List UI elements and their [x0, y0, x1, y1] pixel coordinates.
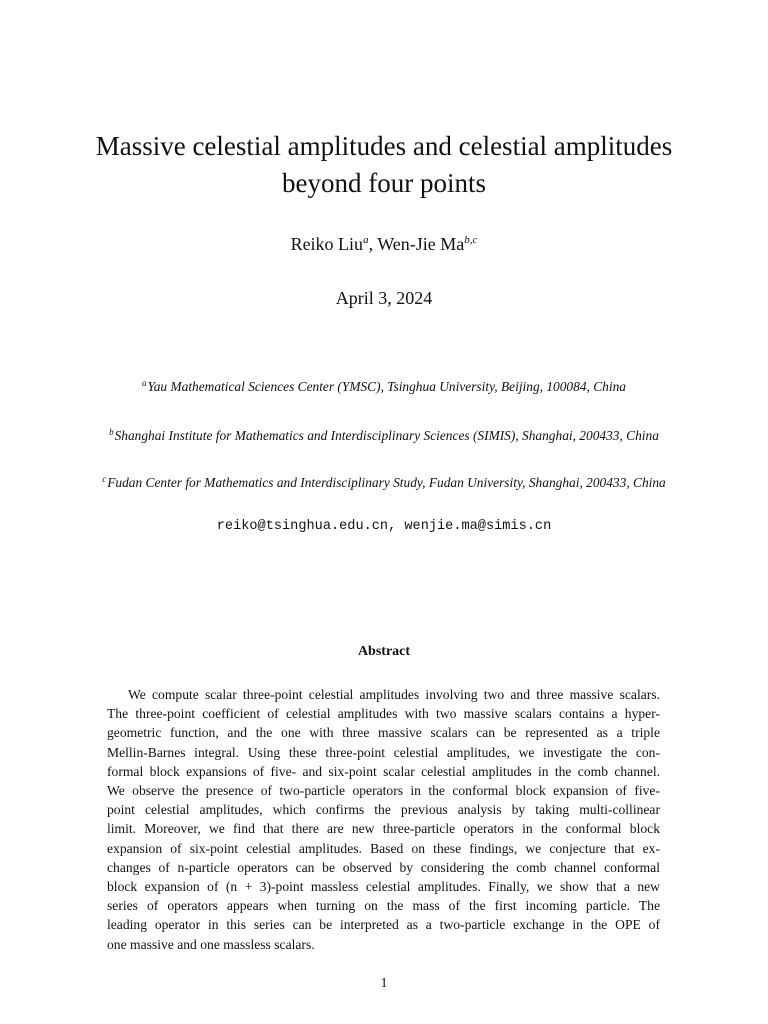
author-list	[0, 234, 768, 255]
author-affiliation-mark: b,c	[464, 234, 478, 246]
abstract-line: We observe the presence of two-particle operators in the conformal block expansion of five-	[107, 783, 660, 799]
abstract-body	[107, 685, 660, 954]
author-separator: ,	[368, 234, 378, 254]
abstract-line: point celestial amplitudes, which confirms the previous analysis by taking multi-collinear	[107, 802, 660, 818]
paper-date: April 3, 2024	[335, 288, 433, 308]
abstract-line: The three-point coefficient of celestial amplitudes with two massive scalars contains a hyper-	[107, 706, 660, 722]
abstract-line: changes of n-particle operators can be observed by considering the comb channel conformal	[107, 859, 660, 875]
affiliation	[0, 378, 768, 395]
title-line-2: beyond four points	[282, 168, 486, 198]
abstract-line: one massive and one massless scalars.	[107, 936, 315, 952]
contact-emails[interactable]: reiko@tsinghua.edu.cn, wenjie.ma@simis.cn	[216, 519, 552, 534]
abstract-line: We compute scalar three-point celestial amplitudes involving two and three massive scalars.	[128, 687, 660, 702]
abstract-line: geometric function, and the one with three massive scalars can be represented as a triple	[107, 725, 660, 741]
abstract-line: block expansion of (n + 3)-point massless celestial amplitudes. Finally, we show that a new	[107, 879, 660, 895]
affiliation	[0, 474, 768, 491]
abstract-line: series of operators appears when turning on the mass of the first incoming particle. The	[107, 898, 660, 914]
abstract-heading: Abstract	[357, 644, 411, 659]
affiliation-mark: c	[102, 474, 107, 484]
abstract-line: leading operator in this series can be interpreted as a two-particle exchange in the OPE of	[107, 917, 660, 933]
abstract-line: Mellin-Barnes integral. Using these three-point celestial amplitudes, we investigate the con-	[107, 744, 660, 760]
paper-title	[60, 128, 708, 202]
affiliation	[0, 427, 768, 444]
abstract-line: expansion of six-point celestial amplitudes. Based on these findings, we conjecture that ex-	[107, 840, 660, 856]
affiliation-text: Shanghai Institute for Mathematics and Interdisciplinary Sciences (SIMIS), Shanghai, 200433, China	[114, 428, 659, 443]
author-name: Reiko Liu	[290, 234, 364, 254]
title-line-1: Massive celestial amplitudes and celestial amplitudes	[95, 131, 673, 161]
abstract-line: limit. Moreover, we find that there are new three-particle operators in the conformal block	[107, 821, 660, 837]
affiliation-text: Yau Mathematical Sciences Center (YMSC), Tsinghua University, Beijing, 100084, China	[147, 379, 626, 394]
affiliation-mark: b	[109, 427, 114, 437]
author-affiliation-mark: a	[363, 234, 369, 246]
affiliation-mark: a	[142, 378, 147, 388]
affiliation-text: Fudan Center for Mathematics and Interdisciplinary Study, Fudan University, Shanghai, 200433, China	[107, 475, 666, 490]
abstract-line: formal block expansions of five- and six-point scalar celestial amplitudes in the comb channel.	[107, 763, 660, 779]
page-number: 1	[380, 976, 388, 991]
author-name: Wen-Jie Ma	[377, 234, 465, 254]
